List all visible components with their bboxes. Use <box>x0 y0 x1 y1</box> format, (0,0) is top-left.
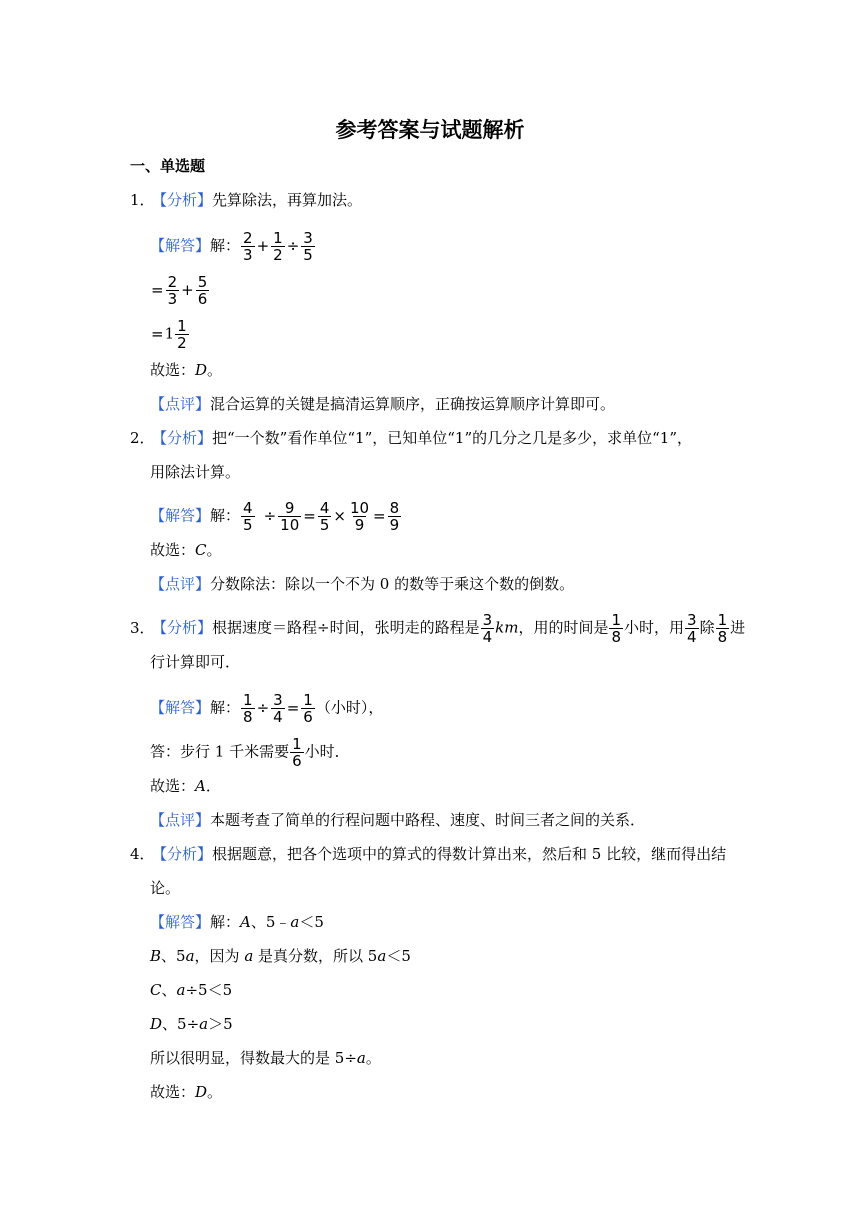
fraction: $\frac{1}{2}$ <box>177 317 187 352</box>
q3-choice: 故选：A． <box>150 777 221 795</box>
q1-comment: 【点评】混合运算的关键是搞清运算顺序，正确按运算顺序计算即可。 <box>150 395 616 413</box>
q3-analysis: 3．【分析】根据速度＝路程÷时间，张明走的路程是 $\frac{3}{4}$ km，用的时间是 $\frac{1}{8}$ 小时，用 $\frac{3}{4}$ 除 $\frac{1}{8}$ 进 <box>130 611 746 646</box>
fraction: $\frac{1}{6}$ <box>292 735 302 770</box>
q1-number: 1． <box>130 191 155 209</box>
fraction: $\frac{1}{8}$ <box>717 611 728 646</box>
q4-solution: 【解答】解：A、5﹣a＜5 <box>150 913 324 931</box>
fraction: $\frac{5}{6}$ <box>197 273 208 308</box>
q4-option-b: B、5a，因为 a 是真分数，所以 5a＜5 <box>150 947 411 965</box>
q4-conclusion: 所以很明显，得数最大的是 5÷a。 <box>150 1049 381 1067</box>
q4-analysis-cont: 论。 <box>150 879 181 897</box>
fraction: $\frac{3}{4}$ <box>687 611 697 646</box>
fraction: $\frac{9}{10}$ <box>280 499 300 534</box>
q2-analysis: 2．【分析】把“一个数”看作单位“1”，已知单位“1”的几分之几是多少，求单位“1”， <box>130 429 692 447</box>
q3-answer: 答：步行 1 千米需要 $\frac{1}{6}$ 小时． <box>150 735 350 770</box>
fraction: $\frac{1}{8}$ <box>611 611 622 646</box>
q4-analysis: 4．【分析】根据题意，把各个选项中的算式的得数计算出来，然后和 5 比较，继而得出结 <box>130 845 727 863</box>
q1-choice: 故选：D。 <box>150 361 223 379</box>
q1-step-1: = $\frac{2}{3}$ + $\frac{5}{6}$ <box>151 273 208 308</box>
q3-solution: 【解答】解： $\frac{1}{8}$ ÷ $\frac{3}{4}$ = $\frac{1}{6}$ （小时）， <box>150 691 384 726</box>
q4-option-c: C、a÷5＜5 <box>150 981 233 999</box>
q4-option-d: D、5÷a＞5 <box>150 1015 233 1033</box>
fraction: $\frac{8}{9}$ <box>389 499 400 534</box>
q1-analysis: 1．【分析】先算除法，再算加法。 <box>130 191 363 209</box>
q1-solution: 【解答】解： $\frac{2}{3}$ + $\frac{1}{2}$ ÷ $\frac{3}{5}$ <box>150 229 313 264</box>
q3-analysis-cont: 行计算即可． <box>150 653 241 671</box>
q4-number: 4． <box>130 845 155 863</box>
solution-tag: 【解答】 <box>150 236 211 255</box>
q4-choice: 故选：D。 <box>150 1083 223 1101</box>
fraction: $\frac{1}{6}$ <box>303 691 313 726</box>
q1-step-2: =1 $\frac{1}{2}$ <box>151 317 187 352</box>
fraction: $\frac{3}{5}$ <box>303 229 313 264</box>
fraction: $\frac{2}{3}$ <box>167 273 178 308</box>
fraction: $\frac{4}{5}$ <box>243 499 253 534</box>
analysis-tag: 【分析】 <box>152 191 213 209</box>
fraction: $\frac{2}{3}$ <box>243 229 253 264</box>
section-heading: 一、单选题 <box>130 157 206 175</box>
fraction: $\frac{10}{9}$ <box>349 499 370 534</box>
fraction: $\frac{4}{5}$ <box>319 499 330 534</box>
q2-solution: 【解答】解： $\frac{4}{5}$ ÷ $\frac{9}{10}$ = $\frac{4}{5}$ × $\frac{10}{9}$ = $\frac{8}{9}$ <box>150 499 400 534</box>
q3-comment: 【点评】本题考查了简单的行程问题中路程、速度、时间三者之间的关系． <box>150 811 646 829</box>
q2-number: 2． <box>130 429 155 447</box>
q2-analysis-cont: 用除法计算。 <box>150 463 241 481</box>
q3-number: 3． <box>130 618 155 637</box>
q2-choice: 故选：C。 <box>150 541 222 559</box>
q2-comment: 【点评】分数除法：除以一个不为 0 的数等于乘这个数的倒数。 <box>150 575 575 593</box>
page-title: 参考答案与试题解析 <box>335 118 525 142</box>
fraction: $\frac{1}{8}$ <box>243 691 253 726</box>
fraction: $\frac{1}{2}$ <box>273 229 283 264</box>
fraction: $\frac{3}{4}$ <box>482 611 493 646</box>
fraction: $\frac{3}{4}$ <box>273 691 283 726</box>
comment-tag: 【点评】 <box>150 395 211 413</box>
